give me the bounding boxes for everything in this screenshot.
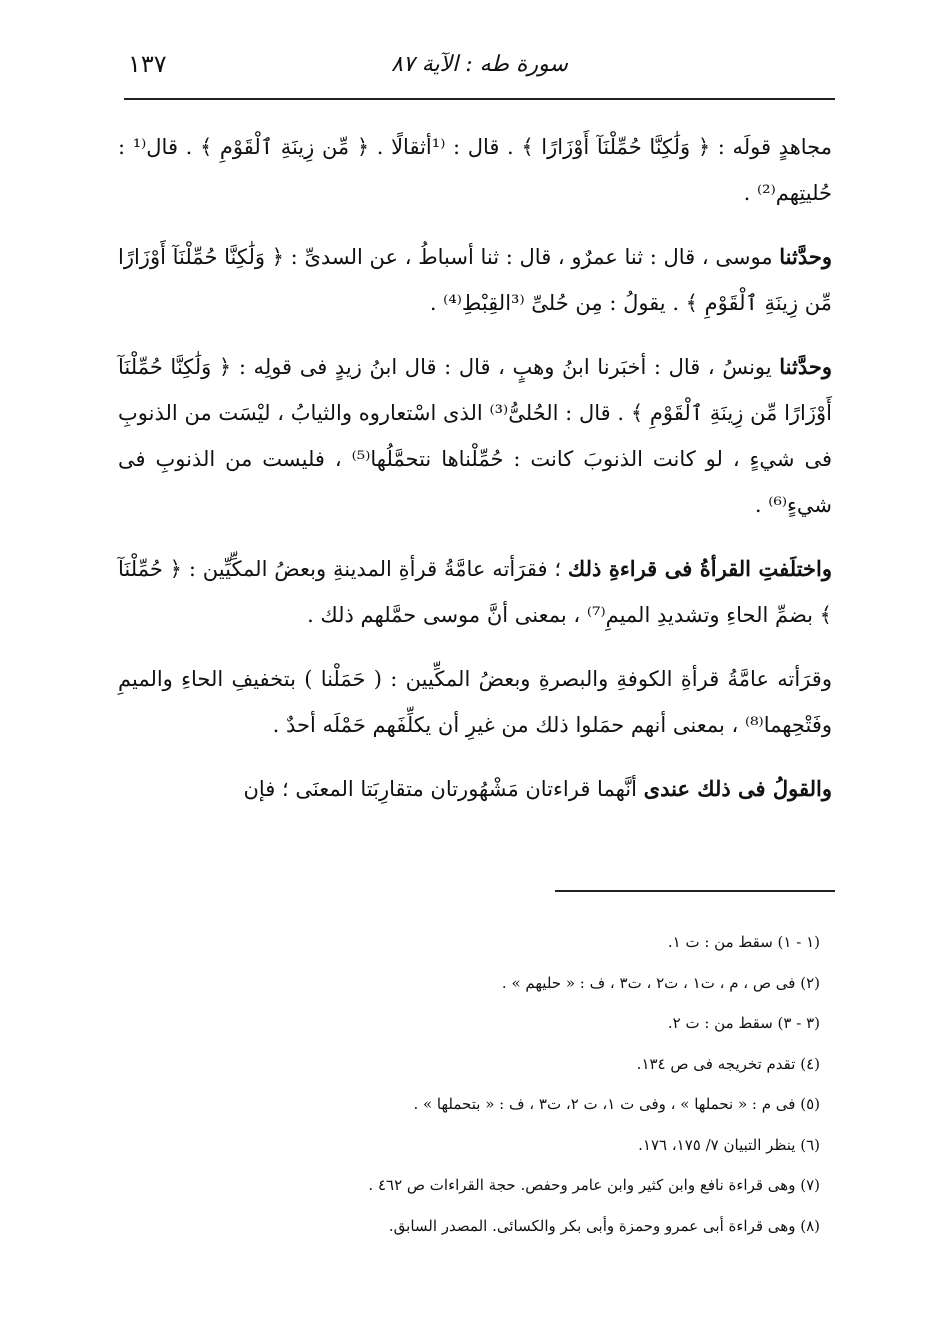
footnotes [300, 922, 820, 1246]
footnote: (٧) وهى قراءة نافع وابن كثير وابن عامر وحفص. حجة القراءات ص ٤٦٢ . [368, 1176, 820, 1194]
footnote: (١ - ١) سقط من : ت ١. [667, 933, 820, 951]
paragraph-lead: وحدَّثنا [779, 244, 832, 269]
paragraph [118, 234, 832, 326]
footnote: (٨) وهى قراءة أبى عمرو وحمزة وأبى بكر والكسائى. المصدر السابق. [388, 1216, 820, 1235]
paragraph-lead: وحدَّثنا [779, 354, 832, 379]
paragraph-text: مجاهدٍ قولَه : ﴿ وَلَٰكِنَّا حُمِّلْنَآ أَوْزَارًا ﴾ . قال : ⁽¹أثقالًا . ﴿ مِّن زِينَةِ ٱلْقَوْمِ ﴾ . قال⁽¹ : حُليتِهم⁽²⁾ . [118, 135, 832, 205]
footnote-divider [555, 890, 835, 892]
paragraph [118, 656, 832, 748]
footnote: (٦) ينظر التبيان ٧/ ١٧٥، ١٧٦. [638, 1135, 820, 1154]
paragraph [118, 344, 832, 528]
page-number: ١٣٧ [128, 50, 167, 78]
footnote: (٢) فى ص ، م ، ت١ ، ت٢ ، ت٣ ، ف : « حليهم » . [501, 973, 820, 992]
paragraph-text: وقرَأته عامَّةُ قرأةِ الكوفةِ والبصرةِ وبعضُ المكِّيين : ( حَمَلْنا ) بتخفيفِ الحاءِ والميمِ وفَتْحِهما⁽⁸⁾ ، بمعنى أنهم حمَلوا ذلك من غيرِ أن يكلِّفَهم حَمْلَه أحدٌ . [118, 667, 832, 737]
paragraph-text: موسى ، قال : ثنا عمرٌو ، قال : ثنا أسباطُ ، عن السدىِّ : ﴿ وَلَٰكِنَّا حُمِّلْنَآ أَوْزَارًا مِّن زِينَةِ ٱلْقَوْمِ ﴾ . يقولُ : مِن حُلىِّ ⁽³القِبْطِ⁽⁴⁾ . [118, 245, 832, 315]
paragraph-text: أنَّهما قراءتان مَشْهُورتان متقارِبَتا المعنَى ؛ فإن [243, 777, 644, 801]
paragraph-text: يونسُ ، قال : أخبَرنا ابنُ وهبٍ ، قال : قال ابنُ زيدٍ فى قولِه : ﴿ وَلَٰكِنَّا حُمِّلْنَآ أَوْزَارًا مِّن زِينَةِ ٱلْقَوْمِ ﴾ . قال : الحُلىُّ⁽³⁾ الذى اسْتعاروه والثيابُ ، ليْسَت من الذنوبِ فى شيءٍ ، لو كانت الذنوبَ كانت : حُمِّلْناها نتحمَّلُها⁽⁵⁾ ، فليست من الذنوبِ فى شيءٍ⁽⁶⁾ . [118, 355, 832, 517]
paragraph-lead: واختلَفتِ القرأةُ فى قراءةِ ذلك [567, 556, 833, 581]
main-text [118, 124, 832, 830]
paragraph [118, 766, 832, 812]
paragraph-text: ؛ فقرَأته عامَّةُ قرأةِ المدينةِ وبعضُ المكِّيِّين : ﴿ حُمِّلْنَآ ﴾ بضمِّ الحاءِ وتشديدِ الميمِ⁽⁷⁾ ، بمعنى أنَّ موسى حمَّلهم ذلك . [118, 557, 832, 627]
footnote: (٣ - ٣) سقط من : ت ٢. [667, 1014, 820, 1032]
paragraph-lead: والقولُ فى ذلك عندى [643, 776, 832, 801]
paragraph [118, 124, 832, 216]
paragraph [118, 546, 832, 638]
page-header [124, 46, 835, 100]
running-title: سورة طه : الآية ٨٧ [391, 52, 568, 77]
footnote: (٥) فى م : « نحملها » ، وفى ت ١، ت ٢، ت٣ ، ف : « بتحملها » . [413, 1095, 820, 1113]
footnote: (٤) تقدم تخريجه فى ص ١٣٤. [636, 1054, 820, 1073]
